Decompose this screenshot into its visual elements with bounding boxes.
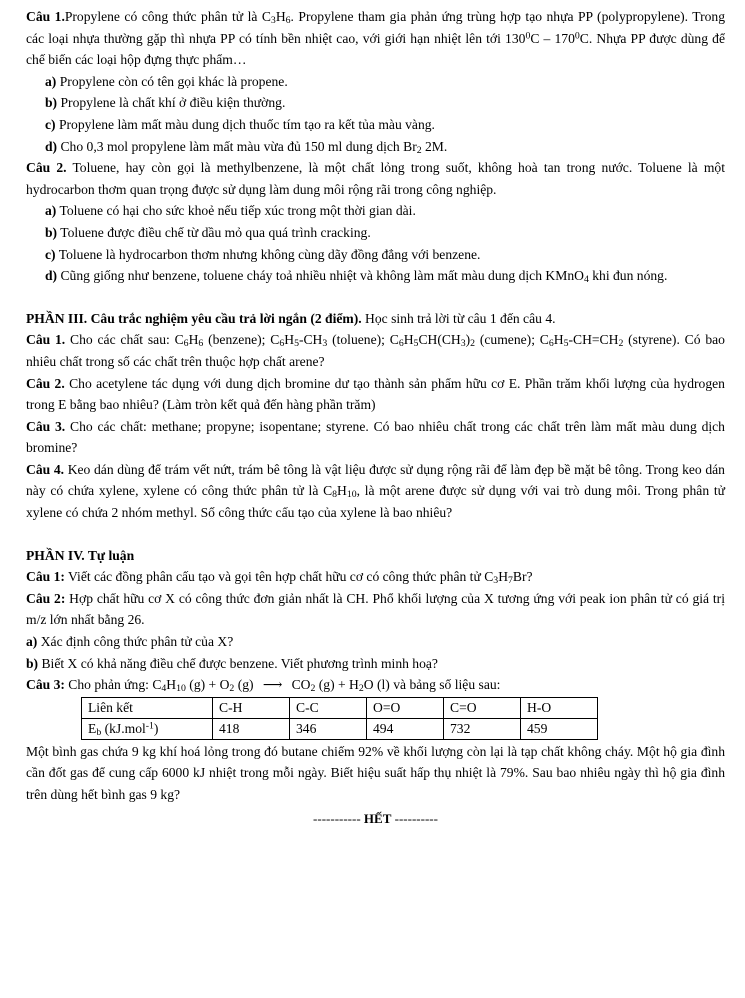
- option-label: a): [45, 73, 57, 89]
- end-text: HẾT: [363, 810, 392, 826]
- subscript: 2: [416, 144, 422, 156]
- question-label: Câu 4.: [26, 461, 65, 477]
- subscript: 2: [358, 683, 364, 695]
- question-p3-q2: [26, 373, 725, 416]
- subscript: 6: [198, 338, 204, 350]
- subscript: 3: [460, 338, 466, 350]
- table-header-cell: C-H: [213, 697, 290, 718]
- question-text: H: [337, 483, 347, 499]
- question-text: (styrene). Có bao nhiêu chất trong số các chất trên thuộc hợp chất arene?: [26, 332, 725, 369]
- option-label: a): [45, 203, 57, 219]
- option-text: Toluene được điều chế từ dầu mỏ qua quá trình cracking.: [57, 224, 371, 240]
- question-text: CO: [291, 677, 311, 693]
- subscript: 5: [563, 338, 569, 350]
- subquestion-text: Biết X có khả năng điều chế được benzene. Viết phương trình minh hoạ?: [38, 655, 438, 671]
- question-text: -CH: [298, 332, 323, 348]
- question-text: Toluene, hay còn gọi là methylbenzene, là một chất lỏng trong suốt, không hoà tan trong nước. Toluene là một hydrocarbon thơm quan trọng được sử dụng làm dung môi rộng rãi trong công nghiệp.: [26, 160, 725, 197]
- question-text: H: [553, 332, 564, 348]
- section-heading-part4: [26, 545, 725, 567]
- question-p4-q3-body: Một bình gas chứa 9 kg khí hoá lỏng trong đó butane chiếm 92% về khối lượng còn lại là tạp chất không cháy. Một hộ gia đình cần đốt gas để cung cấp 6000 kJ nhiệt trong mỗi ngày. Biết hiệu suất hấp thụ nhiệt là 79%. Sau bao nhiêu ngày thì hộ gia đình trên dùng hết bình gas 9 kg?: [26, 743, 725, 802]
- question-p2-q2: [26, 157, 725, 200]
- option-text: Propylene làm mất màu dung dịch thuốc tím tạo ra kết tủa màu vàng.: [55, 116, 435, 132]
- question-text: Cho các chất: methane; propyne; isopentane; styrene. Có bao nhiêu chất trong các chất trên làm mất màu dung dịch bromine?: [26, 418, 725, 456]
- option-a: [26, 200, 725, 222]
- question-text: Cho phản ứng: C: [64, 677, 162, 693]
- question-text: (benzene); C: [203, 332, 280, 348]
- end-dashes: ----------: [391, 810, 438, 826]
- option-label: c): [45, 246, 56, 262]
- subscript: 4: [161, 683, 167, 695]
- question-text: O (l) và bảng số liệu sau:: [363, 677, 501, 693]
- superscript: -1: [145, 720, 154, 732]
- section-heading-part3: [26, 308, 725, 330]
- subscript: 8: [332, 489, 338, 501]
- question-text: , là một arene được sử dụng với vai trò dung môi. Trong phân tử xylene có chứa 2 nhóm methyl. Số công thức cấu tạo của xylene là bao nhiêu?: [26, 483, 725, 521]
- subquestion-label: b): [26, 655, 39, 671]
- option-text: Propylene còn có tên gọi khác là propene.: [56, 73, 288, 89]
- table-header-cell: O=O: [367, 697, 444, 718]
- question-label: Câu 3:: [26, 677, 65, 693]
- subscript: b: [96, 727, 102, 739]
- question-text: (cumene); C: [475, 332, 549, 348]
- option-c: [26, 244, 725, 266]
- question-text: C. Nhựa PP được dùng để chế biến các loại hộp đựng thực phẩm…: [26, 30, 725, 68]
- question-label: Câu 1:: [26, 569, 65, 585]
- option-label: d): [45, 268, 58, 284]
- subscript: 2: [310, 683, 316, 695]
- subscript: 6: [183, 338, 189, 350]
- question-text: H: [166, 677, 177, 693]
- question-label: Câu 1.: [26, 332, 66, 348]
- question-p4-q1: [26, 566, 725, 588]
- question-text: Hợp chất hữu cơ X có công thức đơn giản nhất là CH. Phổ khối lượng của X tương ứng với peak ion phân tử có giá trị m/z lớn nhất bằng 26.: [26, 590, 725, 628]
- question-text: (g) + O: [185, 677, 230, 693]
- question-text: CH(CH: [418, 332, 461, 348]
- question-text: H: [188, 332, 199, 348]
- question-text: Cho acetylene tác dụng với dung dịch bromine dư tạo thành sản phẩm hữu cơ E. Phần trăm khối lượng của hydrogen trong E bằng bao nhiêu? (Làm tròn kết quả đến hàng phần trăm): [26, 375, 725, 413]
- question-p3-q1: [26, 329, 725, 372]
- question-text: H: [284, 332, 295, 348]
- question-p2-q1: [26, 6, 725, 71]
- superscript: 0: [525, 30, 531, 42]
- question-text: Br?: [512, 569, 533, 585]
- section-instruction: Học sinh trả lời từ câu 1 đến câu 4.: [361, 310, 556, 326]
- option-label: b): [45, 95, 58, 111]
- question-label: Câu 2:: [26, 590, 66, 606]
- option-a: [26, 71, 725, 93]
- option-text: Cũng giống như benzene, toluene cháy toả nhiều nhiệt và không làm mất màu dung dịch KMnO: [57, 268, 584, 284]
- option-label: b): [45, 224, 58, 240]
- table-cell: 732: [444, 718, 521, 739]
- question-label: Câu 2.: [26, 160, 67, 176]
- option-c: [26, 114, 725, 136]
- question-text: (g): [234, 677, 254, 693]
- end-marker: [26, 808, 725, 830]
- question-text: -CH=CH: [568, 332, 619, 348]
- option-label: d): [45, 138, 58, 154]
- question-p3-q4: [26, 459, 725, 524]
- question-label: Câu 1.: [26, 9, 65, 24]
- subquestion-a: [26, 631, 725, 653]
- question-text: Propylene có công thức phân tử là C: [64, 9, 271, 24]
- question-p3-q3: [26, 416, 725, 459]
- subscript: 3: [270, 15, 276, 27]
- subscript: 5: [413, 338, 419, 350]
- question-p4-q2: [26, 588, 725, 631]
- table-row-label: [82, 718, 213, 739]
- subscript: 6: [398, 338, 404, 350]
- question-text: H: [498, 569, 509, 585]
- subquestion-b: [26, 653, 725, 675]
- option-text: Cho 0,3 mol propylene làm mất màu vừa đủ 150 ml dung dịch Br: [57, 138, 417, 154]
- table-cell: 459: [521, 718, 598, 739]
- table-cell: 346: [290, 718, 367, 739]
- subscript: 2: [470, 338, 476, 350]
- question-text: Keo dán dùng để trám vết nứt, trám bê tông là vật liệu được sử dụng rộng rãi để làm đẹp bề mặt bê tông. Trong keo dán này có chứa xylene, xylene có công thức phân tử là C: [26, 461, 725, 499]
- bond-energy-table: [81, 697, 598, 740]
- question-text: C – 170: [530, 30, 575, 46]
- question-text: (toluene); C: [327, 332, 399, 348]
- option-d: [26, 265, 725, 287]
- question-text: H: [403, 332, 414, 348]
- option-text: 2M.: [421, 138, 448, 154]
- question-text: Cho các chất sau: C: [65, 332, 184, 348]
- question-text: (g) + H: [315, 677, 359, 693]
- subquestion-text: Xác định công thức phân tử của X?: [37, 634, 234, 650]
- table-header-cell: C=O: [444, 697, 521, 718]
- subscript: 10: [176, 683, 186, 695]
- option-b: [26, 222, 725, 244]
- option-text: Toluene có hại cho sức khoẻ nếu tiếp xúc trong một thời gian dài.: [56, 203, 416, 219]
- table-cell: 418: [213, 718, 290, 739]
- table-header-cell: C-C: [290, 697, 367, 718]
- question-label: Câu 2.: [26, 375, 65, 391]
- section-title: PHẦN III. Câu trắc nghiệm yêu cầu trả lời ngắn (2 điểm).: [26, 310, 362, 326]
- reaction-arrow-icon: ⟶: [262, 677, 283, 693]
- question-text: . Propylene tham gia phản ứng trùng hợp tạo nhựa PP (polypropylene). Trong các loại nhựa thường gặp thì nhựa PP có tính bền nhiệt cao, với giới hạn nhiệt lên tới 130: [26, 9, 725, 46]
- subscript: 4: [583, 274, 589, 286]
- table-row: [82, 718, 598, 739]
- option-text: Propylene là chất khí ở điều kiện thường.: [57, 95, 286, 111]
- section-title: PHẦN IV. Tự luận: [26, 547, 135, 563]
- subscript: 6: [548, 338, 554, 350]
- question-text: ): [465, 332, 471, 348]
- subscript: 3: [493, 575, 499, 587]
- option-label: c): [45, 116, 56, 132]
- subscript: 6: [279, 338, 285, 350]
- end-dashes: -----------: [313, 810, 364, 826]
- subscript: 5: [294, 338, 299, 350]
- subscript: 2: [618, 338, 624, 350]
- subscript: 10: [346, 489, 357, 501]
- subquestion-label: a): [26, 634, 38, 650]
- subscript: 2: [229, 683, 235, 695]
- subscript: 3: [322, 338, 328, 350]
- subscript: 6: [285, 15, 291, 27]
- row-label-text: ): [153, 721, 159, 737]
- question-p4-q3: [26, 674, 725, 696]
- question-text: Viết các đồng phân cấu tạo và gọi tên hợp chất hữu cơ có công thức phân tử C: [64, 569, 494, 585]
- question-text: H: [275, 9, 286, 24]
- table-header-cell: Liên kết: [82, 697, 213, 718]
- option-text: khi đun nóng.: [588, 268, 668, 284]
- table-header-row: [82, 697, 598, 718]
- option-text: Toluene là hydrocarbon thơm nhưng không cùng dãy đồng đẳng với benzene.: [55, 246, 481, 262]
- option-b: [26, 92, 725, 114]
- superscript: 0: [574, 30, 580, 42]
- subscript: 7: [508, 575, 513, 587]
- question-label: Câu 3.: [26, 418, 66, 434]
- table-header-cell: H-O: [521, 697, 598, 718]
- row-label-text: (kJ.mol: [101, 721, 146, 737]
- option-d: [26, 136, 725, 158]
- table-cell: 494: [367, 718, 444, 739]
- row-label-text: E: [88, 721, 97, 737]
